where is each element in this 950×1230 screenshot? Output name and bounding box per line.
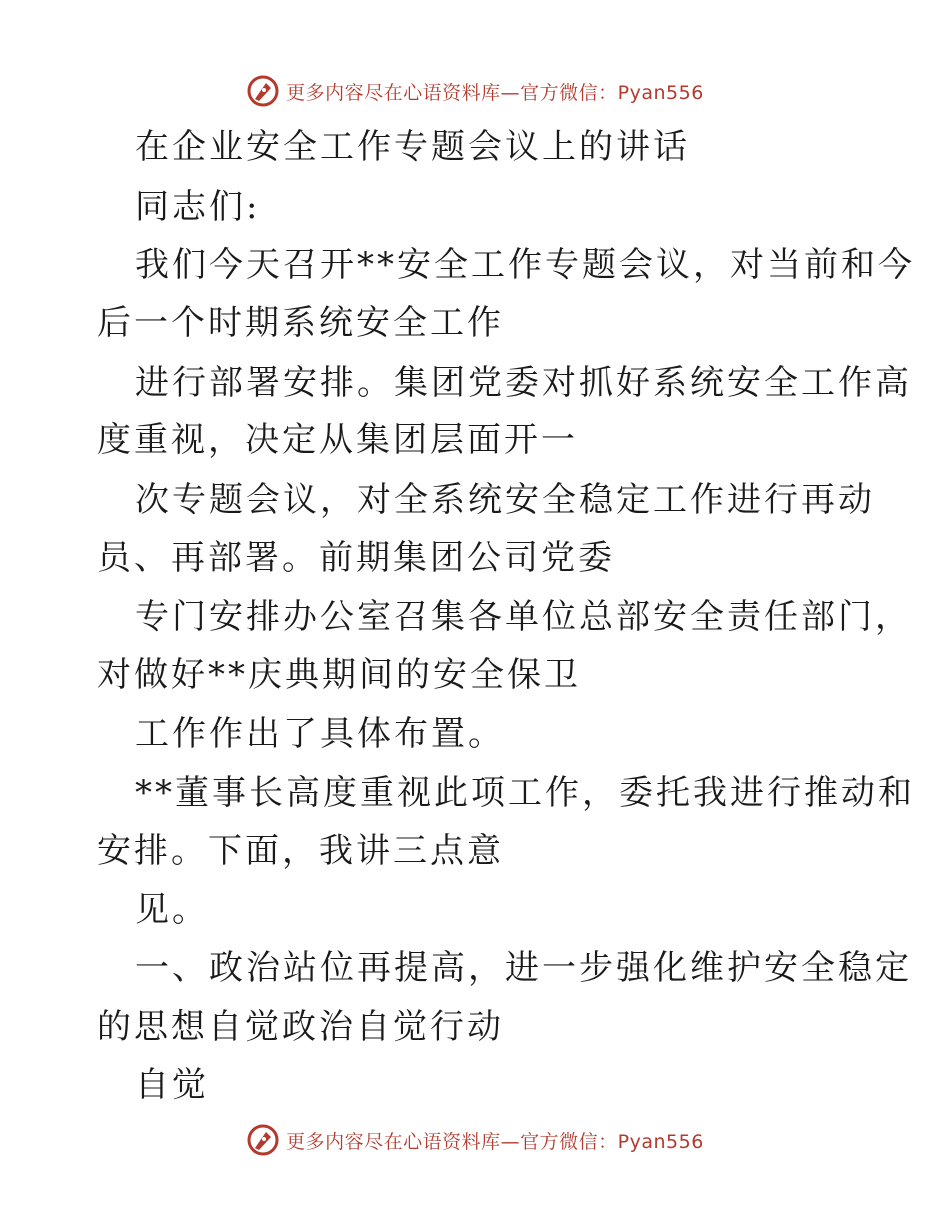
salutation: 同志们:	[135, 187, 261, 227]
text-line: 后一个时期系统安全工作	[97, 303, 504, 343]
text-line: 度重视，决定从集团层面开一	[97, 420, 578, 460]
section-heading: 一、政治站位再提高，进一步强化维护安全稳定	[135, 948, 912, 988]
section-heading-continued: 的思想自觉政治自觉行动	[97, 1007, 504, 1047]
text-line: 次专题会议，对全系统安全稳定工作进行再动	[135, 480, 875, 520]
text-line: 专门安排办公室召集各单位总部安全责任部门，	[135, 597, 912, 637]
watermark-header	[0, 71, 950, 111]
pen-nib-circle-logo-icon	[246, 74, 280, 108]
watermark-text: 更多内容尽在心语资料库—官方微信：Pyan556	[286, 81, 704, 104]
text-line: **董事长高度重视此项工作，委托我进行推动和	[135, 773, 915, 813]
text-line: 员、再部署。前期集团公司党委	[97, 538, 615, 578]
text-line: 对做好**庆典期间的安全保卫	[97, 655, 581, 695]
watermark-footer	[0, 1120, 950, 1160]
text-line: 见。	[135, 890, 209, 930]
text-line: 我们今天召开**安全工作专题会议，对当前和今	[135, 245, 915, 285]
document-title: 在企业安全工作专题会议上的讲话	[135, 127, 690, 167]
text-line: 工作作出了具体布置。	[135, 714, 505, 754]
text-line: 自觉	[135, 1065, 209, 1105]
watermark-text: 更多内容尽在心语资料库—官方微信：Pyan556	[286, 1130, 704, 1153]
pen-nib-circle-logo-icon	[246, 1123, 280, 1157]
text-line: 进行部署安排。集团党委对抓好系统安全工作高	[135, 363, 912, 403]
text-line: 安排。下面，我讲三点意	[97, 831, 504, 871]
